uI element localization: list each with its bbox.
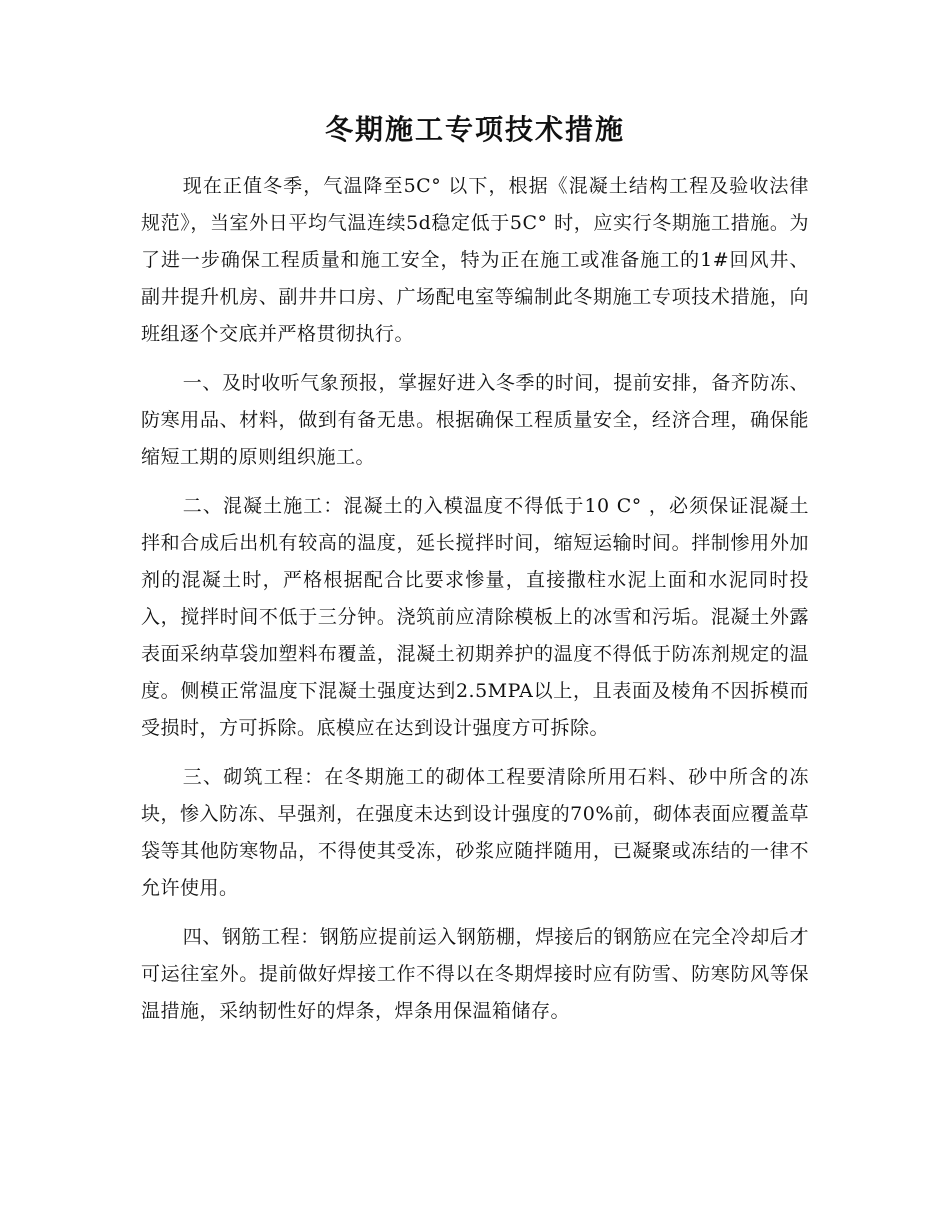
paragraph-section-3: 三、砌筑工程：在冬期施工的砌体工程要清除所用石料、砂中所含的冻块，惨入防冻、早强剂，在强度未达到设计强度的70%前，砌体表面应覆盖草袋等其他防寒物品，不得使其受冻，砂浆应随拌随用，已凝聚或冻结的一律不允许使用。	[141, 766, 809, 899]
paragraph-section-2: 二、混凝土施工：混凝土的入模温度不得低于10 C° ，必须保证混凝土拌和合成后出机有较高的温度，延长搅拌时间，缩短运输时间。拌制惨用外加剂的混凝土时，严格根据配合比要求惨量，直接撒柱水泥上面和水泥同时投入，搅拌时间不低于三分钟。浇筑前应清除模板上的冰雪和污垢。混凝土外露表面采纳草袋加塑料布覆盖，混凝土初期养护的温度不得低于防冻剂规定的温度。侧模正常温度下混凝土强度达到2.5MPA以上，且表面及棱角不因拆模而受损时，方可拆除。底模应在达到设计强度方可拆除。	[141, 495, 809, 739]
paragraph-section-4: 四、钢筋工程：钢筋应提前运入钢筋棚，焊接后的钢筋应在完全冷却后才可运往室外。提前做好焊接工作不得以在冬期焊接时应有防雪、防寒防风等保温措施，采纳韧性好的焊条，焊条用保温箱储存。	[141, 926, 809, 1022]
document-title: 冬期施工专项技术措施	[324, 113, 625, 146]
document-body	[141, 168, 809, 1030]
paragraph-intro: 现在正值冬季，气温降至5C° 以下，根据《混凝土结构工程及验收法律规范》，当室外日平均气温连续5d稳定低于5C° 时，应实行冬期施工措施。为了进一步确保工程质量和施工安全，特为正在施工或准备施工的1#回风井、副井提升机房、副井井口房、广场配电室等编制此冬期施工专项技术措施，向班组逐个交底并严格贯彻执行。	[141, 175, 809, 345]
paragraph-section-1: 一、及时收听气象预报，掌握好进入冬季的时间，提前安排，备齐防冻、防寒用品、材料，做到有备无患。根据确保工程质量安全，经济合理，确保能缩短工期的原则组织施工。	[141, 372, 809, 468]
